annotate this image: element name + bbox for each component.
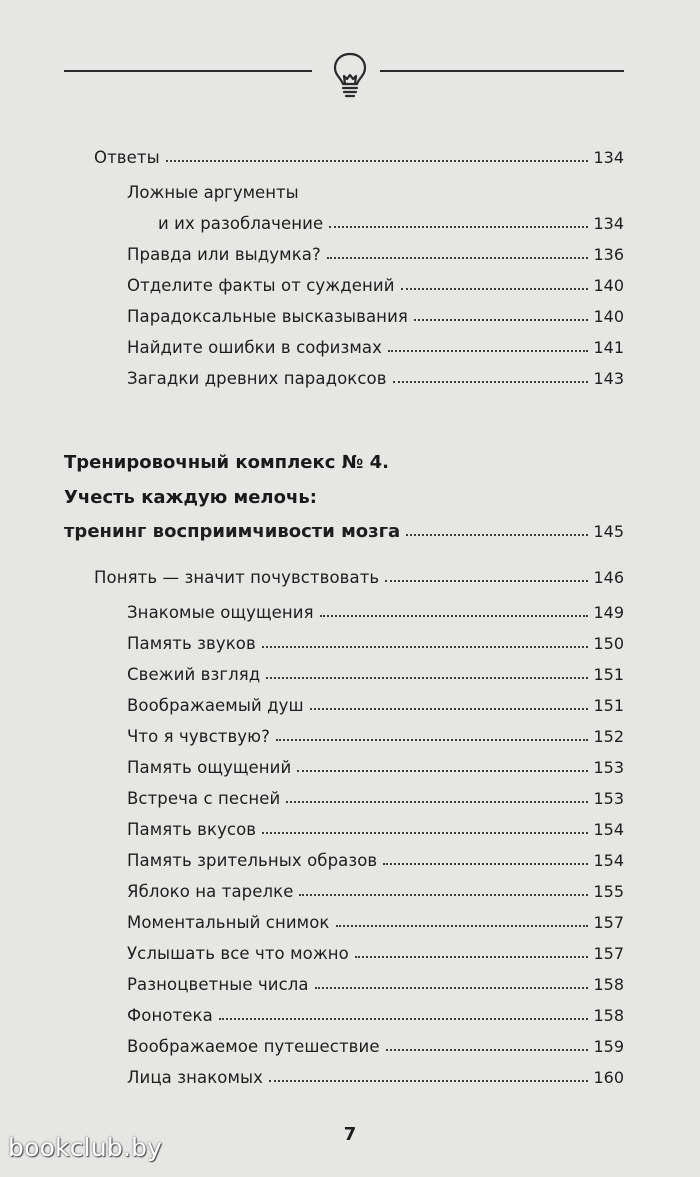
- dot-leader: [276, 737, 588, 741]
- toc-entry[interactable]: [127, 664, 624, 686]
- toc-entry[interactable]: [127, 1036, 624, 1058]
- toc-entry-title: Знакомые ощущения: [127, 603, 314, 622]
- toc-entry[interactable]: [127, 974, 624, 996]
- toc-entry-page: 154: [593, 820, 624, 839]
- toc-entry-section[interactable]: [94, 567, 624, 589]
- chapter-title-line2[interactable]: Учесть каждую мелочь:: [64, 487, 317, 508]
- toc-entry-title: Фонотека: [127, 1006, 213, 1025]
- dot-leader: [401, 286, 589, 290]
- toc-entry-title: Понять — значит почувствовать: [94, 568, 380, 587]
- toc-entry-title: Свежий взгляд: [127, 665, 261, 684]
- toc-entry[interactable]: [127, 244, 624, 266]
- toc-entry-page: 152: [593, 727, 624, 746]
- dot-leader: [414, 317, 589, 321]
- toc-entry[interactable]: [127, 602, 624, 624]
- toc-entry[interactable]: [127, 368, 624, 390]
- dot-leader: [286, 799, 588, 803]
- toc-entry-title: Моментальный снимок: [127, 913, 330, 932]
- toc-entry[interactable]: [158, 213, 624, 235]
- toc-entry[interactable]: [127, 1005, 624, 1027]
- toc-entry[interactable]: [127, 788, 624, 810]
- toc-entry[interactable]: [127, 275, 624, 297]
- toc-entry[interactable]: [127, 757, 624, 779]
- dot-leader: [393, 379, 589, 383]
- dot-leader: [329, 224, 588, 228]
- toc-entry-page: 143: [593, 369, 624, 388]
- page-number: 7: [343, 1124, 357, 1145]
- toc-entry-title: Память звуков: [127, 634, 256, 653]
- toc-entry-page: 140: [593, 276, 624, 295]
- toc-entry-page: 158: [593, 975, 624, 994]
- toc-entry[interactable]: [127, 306, 624, 328]
- toc-entry-page: 157: [593, 944, 624, 963]
- toc-entry-answers[interactable]: [94, 147, 624, 169]
- dot-leader: [219, 1016, 589, 1020]
- dot-leader: [310, 706, 589, 710]
- toc-entry-title: Парадоксальные высказывания: [127, 307, 408, 326]
- dot-leader: [386, 1047, 589, 1051]
- toc-entry[interactable]: [127, 633, 624, 655]
- dot-leader: [327, 255, 589, 259]
- toc-entry-title: и их разоблачение: [158, 214, 324, 233]
- dot-leader: [166, 158, 589, 162]
- toc-entry[interactable]: [127, 881, 624, 903]
- dot-leader: [299, 892, 588, 896]
- dot-leader: [269, 1078, 588, 1082]
- dot-leader: [336, 923, 589, 927]
- dot-leader: [385, 578, 588, 582]
- toc-entry[interactable]: [127, 695, 624, 717]
- toc-entry-title: Отделите факты от суждений: [127, 276, 395, 295]
- toc-entry-page: 141: [593, 338, 624, 357]
- toc-entry-page: 136: [593, 245, 624, 264]
- toc-entry-page: 149: [593, 603, 624, 622]
- toc-entry-title: Услышать все что можно: [127, 944, 349, 963]
- toc-entry-page: 134: [593, 214, 624, 233]
- toc-entry[interactable]: [127, 726, 624, 748]
- toc-entry-page: 146: [593, 568, 624, 587]
- toc-entry-page: 157: [593, 913, 624, 932]
- toc-entry-title: Лица знакомых: [127, 1068, 263, 1087]
- toc-entry-chapter[interactable]: [64, 521, 624, 543]
- lightbulb-icon: [322, 46, 378, 102]
- toc-entry-page: 153: [593, 789, 624, 808]
- chapter-title-line1[interactable]: Тренировочный комплекс № 4.: [64, 452, 389, 473]
- header-ornament: [0, 44, 700, 104]
- toc-entry-title: Память вкусов: [127, 820, 257, 839]
- toc-entry-title-line1[interactable]: Ложные аргументы: [127, 183, 299, 202]
- dot-leader: [297, 768, 588, 772]
- dot-leader: [406, 532, 588, 536]
- toc-entry-title: Загадки древних парадоксов: [127, 369, 387, 388]
- toc-entry-page: 150: [593, 634, 624, 653]
- dot-leader: [355, 954, 589, 958]
- dot-leader: [266, 675, 588, 679]
- dot-leader: [320, 613, 589, 617]
- toc-entry-title: Воображаемое путешествие: [127, 1037, 380, 1056]
- toc-entry[interactable]: [127, 912, 624, 934]
- toc-entry-title: Яблоко на тарелке: [127, 882, 294, 901]
- watermark: bookclub.by: [8, 1133, 163, 1162]
- toc-entry-page: 140: [593, 307, 624, 326]
- toc-entry-page: 154: [593, 851, 624, 870]
- toc-entry[interactable]: [127, 943, 624, 965]
- toc-entry-title: Воображаемый душ: [127, 696, 304, 715]
- toc-entry-page: 159: [593, 1037, 624, 1056]
- toc-entry-title: Что я чувствую?: [127, 727, 270, 746]
- toc-entry[interactable]: [127, 850, 624, 872]
- toc-entry-page: 155: [593, 882, 624, 901]
- toc-entry-page: 145: [593, 522, 624, 541]
- chapter-title-line3: тренинг восприимчивости мозга: [64, 521, 401, 542]
- toc-entry-title: Найдите ошибки в софизмах: [127, 338, 382, 357]
- toc-entry[interactable]: [127, 1067, 624, 1089]
- toc-entry-title: Память ощущений: [127, 758, 292, 777]
- toc-entry-page: 134: [593, 148, 624, 167]
- toc-entry-page: 151: [593, 696, 624, 715]
- dot-leader: [262, 830, 588, 834]
- toc-entry-title: Разноцветные числа: [127, 975, 309, 994]
- header-rule-left: [64, 70, 312, 72]
- toc-entry-page: 160: [593, 1068, 624, 1087]
- toc-entry-title: Встреча с песней: [127, 789, 281, 808]
- toc-entry-title: Ответы: [94, 148, 160, 167]
- toc-entry-page: 158: [593, 1006, 624, 1025]
- toc-entry-page: 151: [593, 665, 624, 684]
- dot-leader: [383, 861, 588, 865]
- toc-entry[interactable]: [127, 819, 624, 841]
- toc-entry-page: 153: [593, 758, 624, 777]
- header-rule-right: [380, 70, 624, 72]
- toc-entry[interactable]: [127, 337, 624, 359]
- toc-entry-title: Память зрительных образов: [127, 851, 378, 870]
- dot-leader: [388, 348, 588, 352]
- dot-leader: [262, 644, 589, 648]
- dot-leader: [315, 985, 589, 989]
- toc-entry-title: Правда или выдумка?: [127, 245, 321, 264]
